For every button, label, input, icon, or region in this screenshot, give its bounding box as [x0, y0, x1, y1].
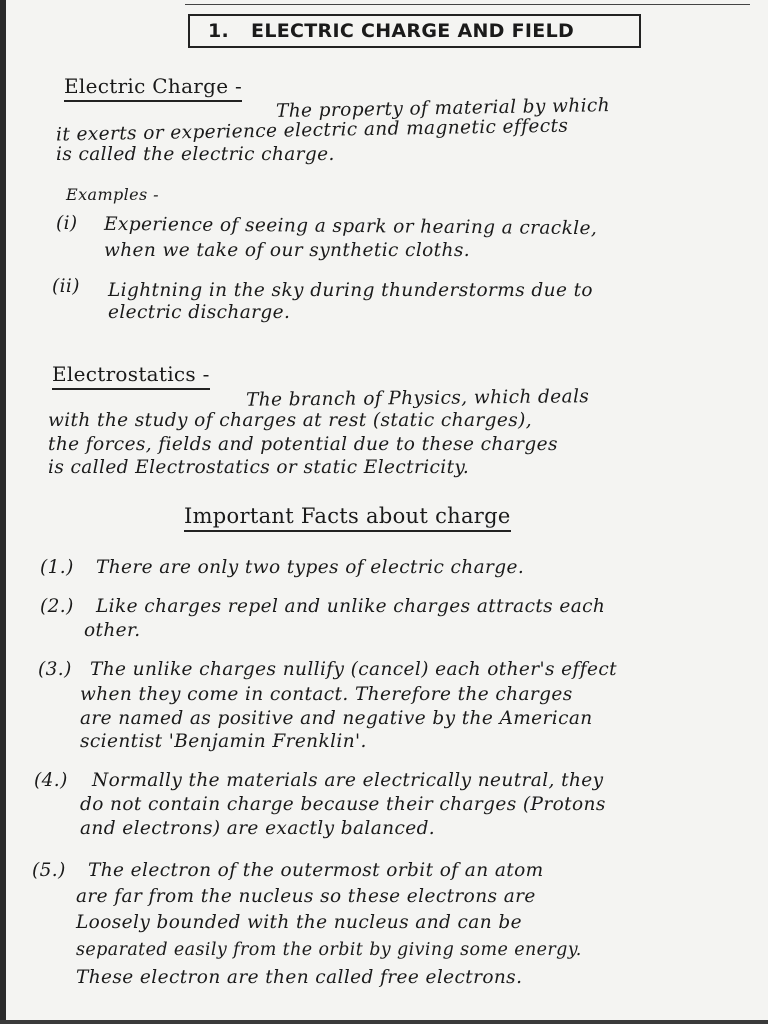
fact-line: other.	[84, 620, 141, 641]
electrostatics-line: with the study of charges at rest (static charges),	[48, 410, 533, 431]
chapter-title-box	[188, 14, 641, 48]
examples-label: Examples -	[66, 185, 159, 204]
electric-charge-line: The property of material by which	[275, 95, 611, 122]
chapter-title: ELECTRIC CHARGE AND FIELD	[251, 20, 575, 42]
fact-line: and electrons) are exactly balanced.	[80, 818, 436, 839]
fact-line: are far from the nucleus so these electrons are	[76, 886, 536, 907]
fact-line: These electron are then called free electrons.	[76, 967, 523, 988]
example-marker: (i)	[56, 213, 78, 234]
fact-marker: (3.)	[38, 659, 72, 680]
fact-marker: (5.)	[32, 860, 66, 881]
electrostatics-line: is called Electrostatics or static Electricity.	[48, 457, 470, 478]
fact-line: scientist 'Benjamin Frenklin'.	[80, 731, 367, 752]
electric-charge-line: it exerts or experience electric and magnetic effects	[55, 115, 569, 146]
electric-charge-heading: Electric Charge -	[64, 74, 242, 98]
page-edge-shadow	[0, 0, 6, 1024]
electrostatics-line: the forces, fields and potential due to these charges	[48, 434, 558, 455]
fact-line: There are only two types of electric charge.	[96, 557, 525, 578]
fact-line: The electron of the outermost orbit of an atom	[88, 860, 544, 881]
electrostatics-heading: Electrostatics -	[52, 362, 210, 386]
fact-line: Normally the materials are electrically neutral, they	[92, 770, 604, 791]
fact-marker: (2.)	[40, 596, 74, 617]
fact-line: are named as positive and negative by the American	[80, 708, 593, 729]
fact-line: The unlike charges nullify (cancel) each other's effect	[90, 659, 617, 680]
fact-line: Loosely bounded with the nucleus and can be	[76, 912, 522, 933]
fact-line: when they come in contact. Therefore the charges	[80, 684, 573, 705]
top-rule	[185, 4, 750, 5]
page-bottom-edge	[0, 1020, 768, 1024]
example-marker: (ii)	[52, 276, 80, 297]
example-line: Experience of seeing a spark or hearing a crackle,	[103, 213, 598, 240]
fact-marker: (1.)	[40, 557, 74, 578]
electrostatics-line: The branch of Physics, which deals	[245, 386, 590, 411]
fact-marker: (4.)	[34, 770, 68, 791]
chapter-number: 1.	[208, 20, 230, 42]
electric-charge-line: is called the electric charge.	[56, 144, 335, 165]
example-line: when we take of our synthetic cloths.	[104, 240, 470, 261]
fact-line: do not contain charge because their charges (Protons	[80, 794, 606, 815]
example-line: Lightning in the sky during thunderstorms due to	[108, 280, 593, 301]
example-line: electric discharge.	[108, 302, 291, 323]
facts-heading: Important Facts about charge	[184, 504, 511, 528]
fact-line: separated easily from the orbit by giving some energy.	[76, 940, 582, 960]
fact-line: Like charges repel and unlike charges attracts each	[96, 596, 606, 617]
